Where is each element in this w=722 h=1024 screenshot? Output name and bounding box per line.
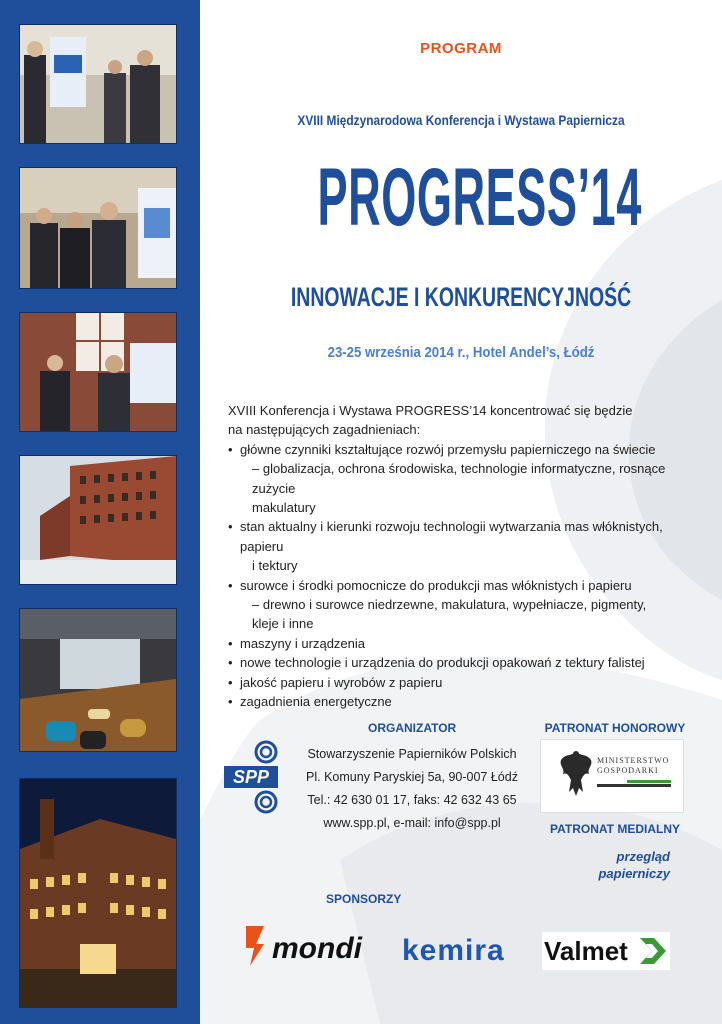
organizer-web-email[interactable]: www.spp.pl, e-mail: info@spp.pl xyxy=(323,816,501,830)
ministry-name xyxy=(597,756,669,776)
photo-conference-crowd xyxy=(19,167,177,289)
organizer-details xyxy=(296,743,528,835)
topic-item xyxy=(228,653,698,672)
intro-line: XVIII Konferencja i Wystawa PROGRESS’14 koncentrować się będzie xyxy=(228,403,633,418)
conference-subtitle: XVIII Międzynarodowa Konferencja i Wystawa Papiernicza xyxy=(297,112,625,128)
organizer-address: Pl. Komuny Paryskiej 5a, 90-007 Łódź xyxy=(306,770,518,784)
photo-exhibition-stand xyxy=(19,24,177,144)
intro-text xyxy=(228,401,698,440)
organizer-name: Stowarzyszenie Papierników Polskich xyxy=(307,747,517,761)
photo-hall-meeting xyxy=(19,312,177,432)
topic-sub: i tektury xyxy=(252,558,298,574)
organizer-phone: Tel.: 42 630 01 17, faks: 42 632 43 65 xyxy=(307,793,517,807)
event-theme: INNOWACJE I KONKURENCYJNOŚĆ xyxy=(290,282,632,312)
ministry-name-line2: GOSPODARKI xyxy=(597,766,659,775)
honorary-patronage-heading: PATRONAT HONOROWY xyxy=(544,721,686,735)
sponsors-heading: SPONSORZY xyxy=(326,892,402,906)
topic-sub: – drewno i surowce niedrzewne, makulatura, wypełniacze, pigmenty, xyxy=(252,597,647,613)
kemira-logo-text: kemira xyxy=(402,934,505,967)
main-content xyxy=(200,0,722,1024)
ministry-name-line1: MINISTERSTWO xyxy=(597,756,670,765)
media-patronage-heading: PATRONAT MEDIALNY xyxy=(550,822,680,836)
topic-text: główne czynniki kształtujące rozwój przemysłu papierniczego na świecie xyxy=(240,441,656,457)
topic-sub: kleje i inne xyxy=(252,616,314,632)
media-logo-line1: przegląd xyxy=(616,849,670,864)
topic-item xyxy=(228,673,698,692)
przeglad-papierniczy-logo xyxy=(560,848,670,882)
photo-sidebar xyxy=(0,0,200,1024)
topic-item xyxy=(228,576,698,634)
topic-text: nowe technologie i urządzenia do produkcji opakowań z tektury falistej xyxy=(240,655,645,671)
topic-text: zagadnienia energetyczne xyxy=(240,694,392,710)
spp-logo xyxy=(222,740,282,820)
valmet-logo-text: Valmet xyxy=(544,936,628,966)
ministry-logo xyxy=(540,739,684,813)
topic-text: surowce i środki pomocnicze do produkcji mas włóknistych i papieru xyxy=(240,577,632,593)
topic-item xyxy=(228,517,698,575)
topic-text: stan aktualny i kierunki rozwoju technologii wytwarzania mas włóknistych, papieru xyxy=(240,519,663,554)
topic-text: jakość papieru i wyrobów z papieru xyxy=(240,674,443,690)
topic-text: maszyny i urządzenia xyxy=(240,635,365,651)
topic-sub: – globalizacja, ochrona środowiska, technologie informatyczne, rosnące zużycie xyxy=(252,461,666,496)
event-dates-location: 23-25 września 2014 r., Hotel Andel’s, Łódź xyxy=(327,344,595,361)
ministry-logo-green-bar xyxy=(627,780,671,783)
organizer-heading: ORGANIZATOR xyxy=(368,721,457,735)
program-label: PROGRAM xyxy=(420,40,502,57)
photo-lobby-interior xyxy=(19,608,177,752)
valmet-logo xyxy=(542,932,670,970)
topic-sub: makulatury xyxy=(252,500,316,516)
topic-item xyxy=(228,692,698,711)
topics-list xyxy=(228,440,698,712)
intro-line: na następujących zagadnieniach: xyxy=(228,422,421,438)
spp-logo-text: SPP xyxy=(232,767,270,787)
photo-brick-building xyxy=(19,455,177,585)
topic-item xyxy=(228,634,698,653)
topic-item xyxy=(228,440,698,518)
event-title: PROGRESS’14 xyxy=(317,152,642,243)
topics-section xyxy=(228,401,698,712)
kemira-logo xyxy=(400,930,524,968)
mondi-logo xyxy=(242,920,382,970)
eagle-emblem-icon xyxy=(551,746,601,806)
photo-hotel-night xyxy=(19,778,177,1008)
mondi-logo-text: mondi xyxy=(272,932,362,965)
ministry-logo-bar xyxy=(597,784,671,787)
media-logo-line2: papierniczy xyxy=(598,866,670,881)
